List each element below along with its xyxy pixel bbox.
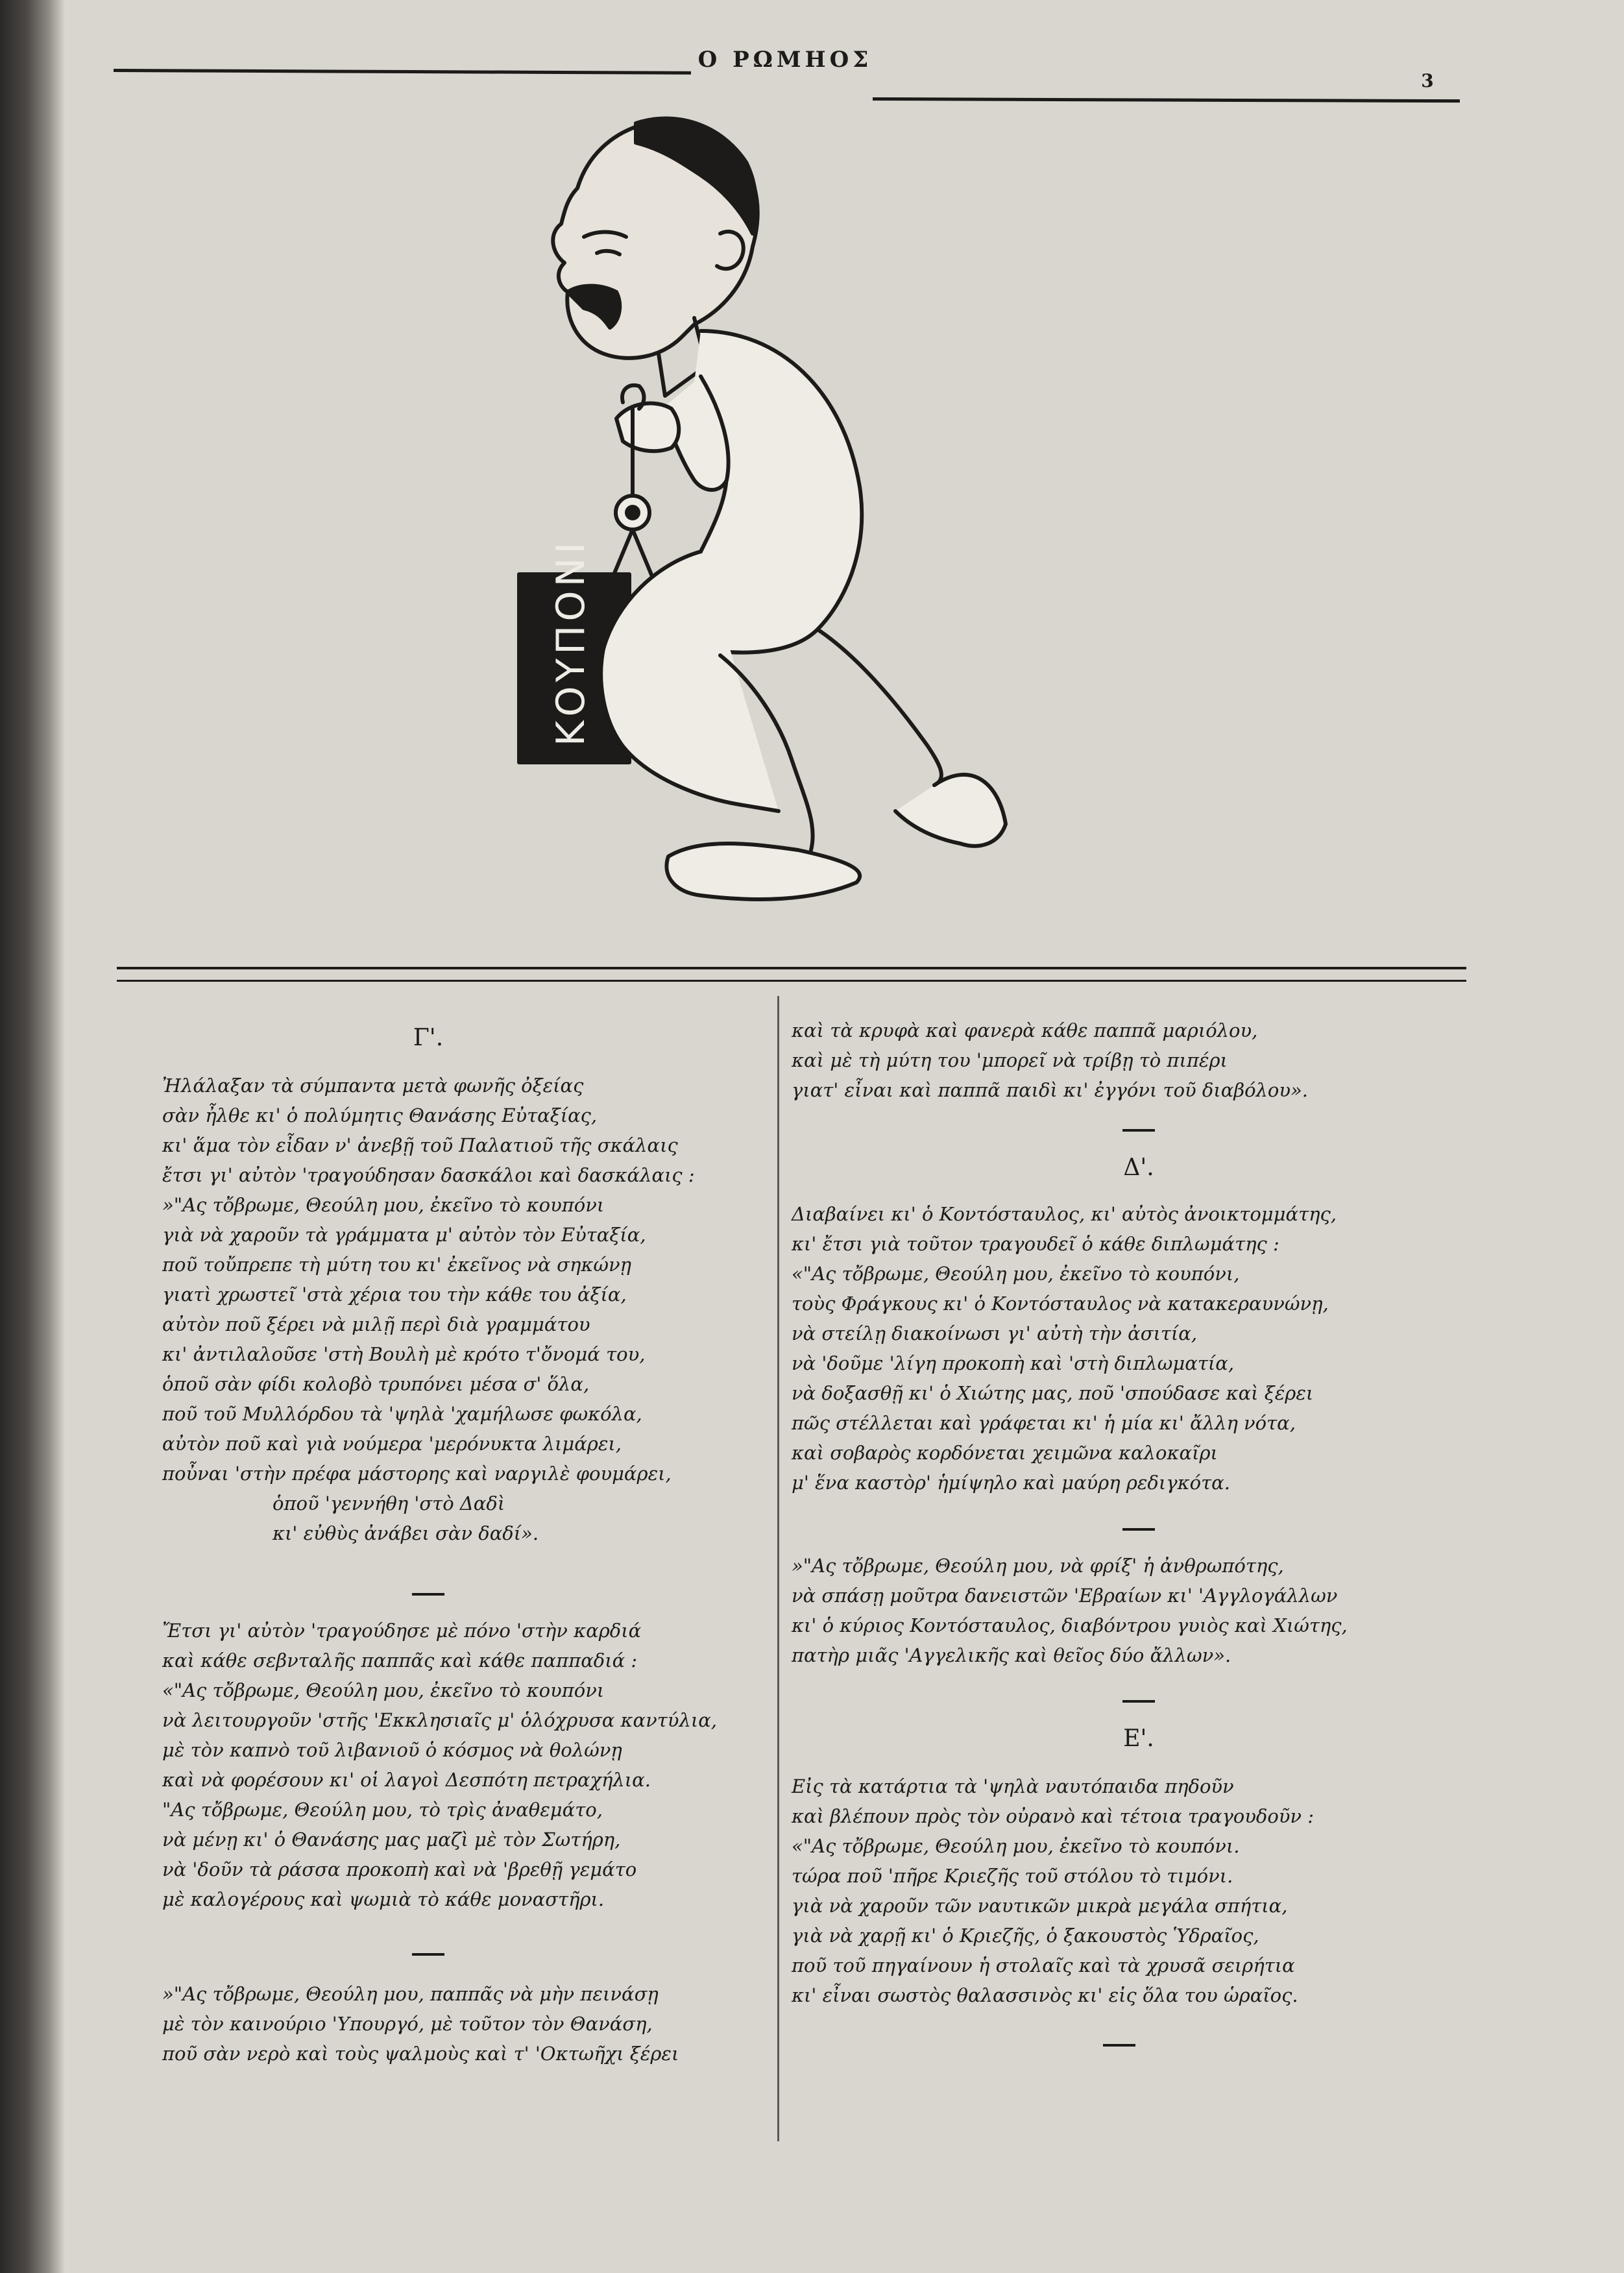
poem-line: τοὺς Φράγκους κι' ὁ Κοντόσταυλος νὰ κατακεραυνώνῃ, (792, 1293, 1329, 1315)
poem-line: κι' εἶναι σωστὸς θαλασσινὸς κι' εἰς ὅλα του ὡραῖος. (792, 1984, 1298, 2006)
stanza-separator (412, 1953, 444, 1956)
poem-line: αὐτὸν ποῦ καὶ γιὰ νούμερα 'μερόνυκτα λιμάρει, (162, 1433, 622, 1455)
poem-line: Εἰς τὰ κατάρτια τὰ 'ψηλὰ ναυτόπαιδα πηδοῦν (792, 1775, 1234, 1797)
stanza-separator (1103, 2044, 1135, 2047)
poem-line-indented: ὁποῦ 'γεννήθη 'στὸ Δαδὶ (273, 1492, 505, 1514)
poem-line: κι' ὁ κύριος Κοντόσταυλος, διαβόντρου γυιὸς καὶ Χιώτης, (792, 1614, 1348, 1636)
right-column (792, 0, 1473, 2141)
poem-line: νὰ σπάσῃ μοῦτρα δανειστῶν 'Εβραίων κι' 'Αγγλογάλλων (792, 1585, 1338, 1607)
column-divider (777, 996, 779, 2141)
poem-line: ποῦ σὰν νερὸ καὶ τοὺς ψαλμοὺς καὶ τ' 'Οκτωῆχι ξέρει (162, 2043, 679, 2065)
poem-line: καὶ νὰ φορέσουν κι' οἱ λαγοὶ Δεσπότη πετραχήλια. (162, 1769, 651, 1791)
poem-line: Ἠλάλαξαν τὰ σύμπαντα μετὰ φωνῆς ὀξείας (162, 1075, 584, 1097)
poem-line: κι' ἀντιλαλοῦσε 'στὴ Βουλὴ μὲ κρότο τ'ὄνομά του, (162, 1343, 646, 1365)
poem-line: πατὴρ μιᾶς 'Αγγελικῆς καὶ θεῖος δύο ἄλλων». (792, 1644, 1231, 1666)
poem-line: ποῦ τοῦ Μυλλόρδου τὰ 'ψηλὰ 'χαμήλωσε φωκόλα, (162, 1403, 642, 1425)
left-column (162, 0, 766, 2141)
page-number: 3 (1421, 70, 1434, 91)
poem-line: «"Ας τὄβρωμε, Θεούλη μου, ἐκεῖνο τὸ κουπόνι. (792, 1835, 1240, 1857)
cartoon-sign-text: ΚΟΥΠΟΝΙ (548, 538, 594, 746)
poem-line: γιατ' εἶναι καὶ παππᾶ παιδὶ κι' ἐγγόνι τοῦ διαβόλου». (792, 1079, 1308, 1101)
poem-line: καὶ τὰ κρυφὰ καὶ φανερὰ κάθε παππᾶ μαριόλου, (792, 1019, 1258, 1041)
poem-line: μὲ καλογέρους καὶ ψωμιὰ τὸ κάθε μοναστῆρι. (162, 1888, 605, 1910)
poem-line: τώρα ποῦ 'πῆρε Κριεζῆς τοῦ στόλου τὸ τιμόνι. (792, 1865, 1233, 1887)
poem-line: αὐτὸν ποῦ ξέρει νὰ μιλῇ περὶ διὰ γραμμάτου (162, 1313, 590, 1335)
stanza-separator (1122, 1129, 1155, 1132)
section-heading-e: Ε'. (1123, 1725, 1154, 1752)
poem-line: νὰ δοξασθῇ κι' ὁ Χιώτης μας, ποῦ 'σπούδασε καὶ ξέρει (792, 1382, 1314, 1404)
poem-line: σὰν ἦλθε κι' ὁ πολύμητις Θανάσης Εὐταξίας, (162, 1104, 598, 1126)
poem-line: μ' ἕνα καστὸρ' ἡμίψηλο καὶ μαύρη ρεδιγκότα. (792, 1472, 1230, 1494)
poem-line-indented: κι' εὐθὺς ἀνάβει σὰν δαδί». (273, 1522, 539, 1544)
stanza-separator (412, 1593, 444, 1596)
poem-line: καὶ κάθε σεβνταλῆς παππᾶς καὶ κάθε παππαδιά : (162, 1649, 638, 1671)
poem-line: Διαβαίνει κι' ὁ Κοντόσταυλος, κι' αὐτὸς ἀνοικτομμάτης, (792, 1203, 1337, 1225)
poem-line: ποῦ τοὔπρεπε τὴ μύτη του κι' ἐκεῖνος νὰ σηκώνῃ (162, 1254, 632, 1276)
section-heading-g: Γ'. (413, 1025, 444, 1051)
poem-line: γιατὶ χρωστεῖ 'στὰ χέρια του τὴν κάθε του ἀξία, (162, 1283, 627, 1306)
poem-line: ὁποῦ σὰν φίδι κολοβὸ τρυπόνει μέσα σ' ὅλα, (162, 1373, 590, 1395)
poem-line: κι' ἅμα τὸν εἶδαν ν' ἀνεβῇ τοῦ Παλατιοῦ τῆς σκάλαις (162, 1134, 678, 1156)
poem-line: μὲ τὸν καινούριο 'Υπουργό, μὲ τοῦτον τὸν Θανάση, (162, 2013, 653, 2035)
poem-line: »"Ας τὄβρωμε, Θεούλη μου, νὰ φρίξ' ἡ ἀνθρωπότης, (792, 1555, 1284, 1577)
poem-line: καὶ μὲ τὴ μύτη του 'μπορεῖ νὰ τρίβῃ τὸ πιπέρι (792, 1049, 1228, 1071)
masthead-title: Ο ΡΩΜΗΟΣ (697, 47, 873, 73)
poem-line: καὶ βλέπουν πρὸς τὸν οὐρανὸ καὶ τέτοια τραγουδοῦν : (792, 1805, 1315, 1827)
poem-line: »"Ας τὄβρωμε, Θεούλη μου, ἐκεῖνο τὸ κουπόνι (162, 1194, 605, 1216)
poem-line: νὰ στείλῃ διακοίνωσι γι' αὐτὴ τὴν ἀσιτία, (792, 1322, 1198, 1344)
section-heading-d: Δ'. (1123, 1154, 1154, 1181)
poem-line: πῶς στέλλεται καὶ γράφεται κι' ἡ μία κι' ἄλλη νότα, (792, 1412, 1296, 1434)
stanza-separator (1122, 1528, 1155, 1531)
poem-line: μὲ τὸν καπνὸ τοῦ λιβανιοῦ ὁ κόσμος νὰ θολώνῃ (162, 1739, 622, 1761)
poem-line: ποῦ τοῦ πηγαίνουν ἡ στολαῖς καὶ τὰ χρυσᾶ σειρήτια (792, 1954, 1295, 1976)
stanza-separator (1122, 1700, 1155, 1703)
poem-line: ποὖναι 'στὴν πρέφα μάστορης καὶ ναργιλὲ φουμάρει, (162, 1463, 672, 1485)
poem-line: «"Ας τὄβρωμε, Θεούλη μου, ἐκεῖνο τὸ κουπόνι, (792, 1263, 1240, 1285)
page-edge-shadow (0, 0, 65, 2273)
poem-line: "Ας τὄβρωμε, Θεούλη μου, τὸ τρὶς ἀναθεμάτο, (162, 1799, 603, 1821)
poem-line: Ἔτσι γι' αὐτὸν 'τραγούδησε μὲ πόνο 'στὴν καρδιά (162, 1620, 642, 1642)
poem-line: κι' ἔτσι γιὰ τοῦτον τραγουδεῖ ὁ κάθε διπλωμάτης : (792, 1233, 1279, 1255)
poem-line: νὰ μένῃ κι' ὁ Θανάσης μας μαζὶ μὲ τὸν Σωτήρη, (162, 1829, 621, 1851)
poem-line: ἔτσι γι' αὐτὸν 'τραγούδησαν δασκάλοι καὶ δασκάλαις : (162, 1164, 695, 1186)
poem-line: νὰ λειτουργοῦν 'στῆς 'Εκκλησιαῖς μ' ὁλόχρυσα καντύλια, (162, 1709, 717, 1731)
poem-line: «"Ας τὄβρωμε, Θεούλη μου, ἐκεῖνο τὸ κουπόνι (162, 1679, 605, 1701)
poem-line: νὰ 'δοῦμε 'λίγη προκοπὴ καὶ 'στὴ διπλωματία, (792, 1352, 1235, 1374)
poem-line: καὶ σοβαρὸς κορδόνεται χειμῶνα καλοκαῖρι (792, 1442, 1218, 1464)
poem-line: νὰ 'δοῦν τὰ ράσσα προκοπὴ καὶ νὰ 'βρεθῇ γεμάτο (162, 1858, 637, 1880)
poem-line: γιὰ νὰ χαρῇ κι' ὁ Κριεζῆς, ὁ ξακουστὸς Ὑδραῖος, (792, 1925, 1259, 1947)
poem-line: γιὰ νὰ χαροῦν τῶν ναυτικῶν μικρὰ μεγάλα σπήτια, (792, 1895, 1288, 1917)
poem-line: »"Ας τὄβρωμε, Θεούλη μου, παππᾶς νὰ μὴν πεινάσῃ (162, 1983, 659, 2005)
poem-line: γιὰ νὰ χαροῦν τὰ γράμματα μ' αὐτὸν τὸν Εὐταξία, (162, 1224, 646, 1246)
